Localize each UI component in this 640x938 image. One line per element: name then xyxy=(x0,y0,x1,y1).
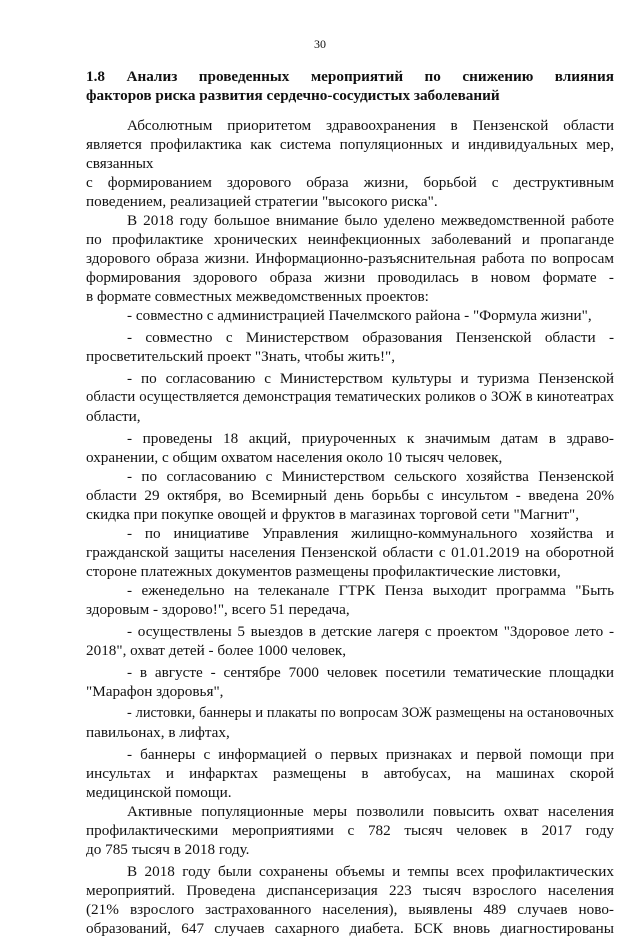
list-item: - осуществлены 5 выездов в детские лагеря с проектом "Здоровое лето - xyxy=(127,623,614,640)
text-line: В 2018 году были сохранены объемы и темпы всех профилактических xyxy=(127,863,614,880)
text-line: является профилактика как система популяционных и индивидуальных мер, xyxy=(86,136,614,153)
text-line: павильонах, в лифтах, xyxy=(86,724,230,741)
text-line: здорового образа жизни. Информационно-разъяснительная работа по вопросам xyxy=(86,250,614,267)
text-line: скидка при покупке овощей и фруктов в магазинах торговой сети "Магнит", xyxy=(86,506,580,523)
text-line: с формированием здорового образа жизни, борьбой с деструктивным xyxy=(86,174,614,191)
text-line: охранении, с общим охватом населения около 10 тысяч человек, xyxy=(86,449,503,466)
text-line: формирования здорового образа жизни проводилась в новом формате - xyxy=(86,269,614,286)
text-line: 2018", охват детей - более 1000 человек, xyxy=(86,642,347,659)
text-line: гражданской защиты населения Пензенской области с 01.01.2019 на оборотной xyxy=(86,544,614,561)
text-line: медицинской помощи. xyxy=(86,784,232,801)
text-line: области 29 октября, во Всемирный день борьбы с инсультом - введена 20% xyxy=(86,487,614,504)
text-line: образований, 647 случаев сахарного диабета. БСК вновь диагностированы xyxy=(86,920,614,937)
section-heading-line: факторов риска развития сердечно-сосудистых заболеваний xyxy=(86,87,500,104)
text-line: (21% взрослого застрахованного населения), выявлены 489 случаев ново- xyxy=(86,901,614,918)
section-heading xyxy=(86,67,614,105)
section-heading-line: 1.8 Анализ проведенных мероприятий по снижению влияния xyxy=(86,68,614,85)
text-line: до 785 тысяч в 2018 году. xyxy=(86,841,250,858)
document-body xyxy=(86,116,614,938)
text-line: здоровым - здорово!", всего 51 передача, xyxy=(86,601,350,618)
text-line: Активные популяционные меры позволили повысить охват населения xyxy=(127,803,614,820)
list-item: - по согласованию с Министерством сельского хозяйства Пензенской xyxy=(127,468,614,485)
text-line: связанных xyxy=(86,155,154,172)
text-line: области осуществляется демонстрация тематических роликов о ЗОЖ в кинотеатрах xyxy=(86,389,614,405)
text-line: стороне платежных документов размещены профилактические листовки, xyxy=(86,563,561,580)
text-line: поведением, реализацией стратегии "высокого риска". xyxy=(86,193,438,210)
list-item: - совместно с Министерством образования Пензенской области - xyxy=(127,329,614,346)
text-line: просветительский проект "Знать, чтобы жить!", xyxy=(86,348,396,365)
text-line: мероприятий. Проведена диспансеризация 223 тысяч взрослого населения xyxy=(86,882,614,899)
text-line: В 2018 году большое внимание было уделено межведомственной работе xyxy=(127,212,614,229)
text-line: профилактическими мероприятиями с 782 тысяч человек в 2017 году xyxy=(86,822,614,839)
text-line: инсультах и инфарктах размещены в автобусах, на машинах скорой xyxy=(86,765,614,782)
text-line: области, xyxy=(86,408,141,425)
text-line: Абсолютным приоритетом здравоохранения в Пензенской области xyxy=(127,117,614,134)
list-item: - по инициативе Управления жилищно-коммунального хозяйства и xyxy=(127,525,614,542)
text-line: по профилактике хронических неинфекционных заболеваний и пропаганде xyxy=(86,231,614,248)
text-line: "Марафон здоровья", xyxy=(86,683,224,700)
list-item: - по согласованию с Министерством культуры и туризма Пензенской xyxy=(127,370,614,387)
list-item: - баннеры с информацией о первых признаках и первой помощи при xyxy=(127,746,614,763)
list-item: - в августе - сентябре 7000 человек посетили тематические площадки xyxy=(127,664,614,681)
list-item: - листовки, баннеры и плакаты по вопросам ЗОЖ размещены на остановочных xyxy=(127,705,614,721)
list-item: - еженедельно на телеканале ГТРК Пенза выходит программа "Быть xyxy=(127,582,614,599)
text-line: в формате совместных межведомственных проектов: xyxy=(86,288,429,305)
page-number: 30 xyxy=(314,37,326,51)
list-item: - совместно с администрацией Пачелмского района - "Формула жизни", xyxy=(127,307,592,324)
list-item: - проведены 18 акций, приуроченных к значимым датам в здраво- xyxy=(127,430,614,447)
